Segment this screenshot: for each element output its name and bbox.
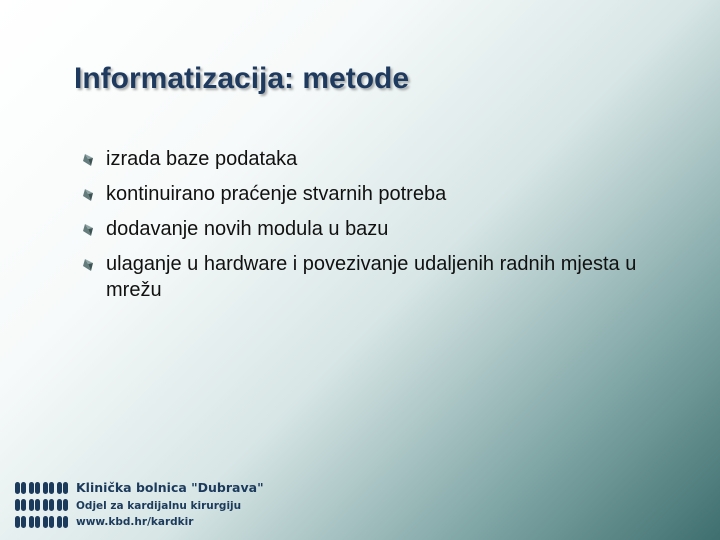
bullet-marker-icon <box>82 223 96 237</box>
bullet-text: kontinuirano praćenje stvarnih potreba <box>106 183 447 205</box>
list-item <box>82 216 682 242</box>
bullet-list <box>82 146 682 312</box>
hospital-name: Klinička bolnica "Dubrava" <box>76 480 264 495</box>
footer-url: www.kbd.hr/kardkir <box>76 516 194 528</box>
bullet-text: ulaganje u hardware i povezivanje udaljenih radnih mjesta u mrežu <box>106 253 637 301</box>
list-item <box>82 251 682 303</box>
department-name: Odjel za kardijalnu kirurgiju <box>76 500 242 512</box>
footer-text <box>76 480 336 530</box>
list-item <box>82 146 682 172</box>
hospital-logo-icon <box>14 480 70 530</box>
bullet-marker-icon <box>82 258 96 272</box>
list-item <box>82 181 682 207</box>
bullet-marker-icon <box>82 188 96 202</box>
bullet-text: izrada baze podataka <box>106 148 298 170</box>
slide-title: Informatizacija: metode <box>74 62 410 95</box>
bullet-marker-icon <box>82 153 96 167</box>
bullet-text: dodavanje novih modula u bazu <box>106 218 389 240</box>
